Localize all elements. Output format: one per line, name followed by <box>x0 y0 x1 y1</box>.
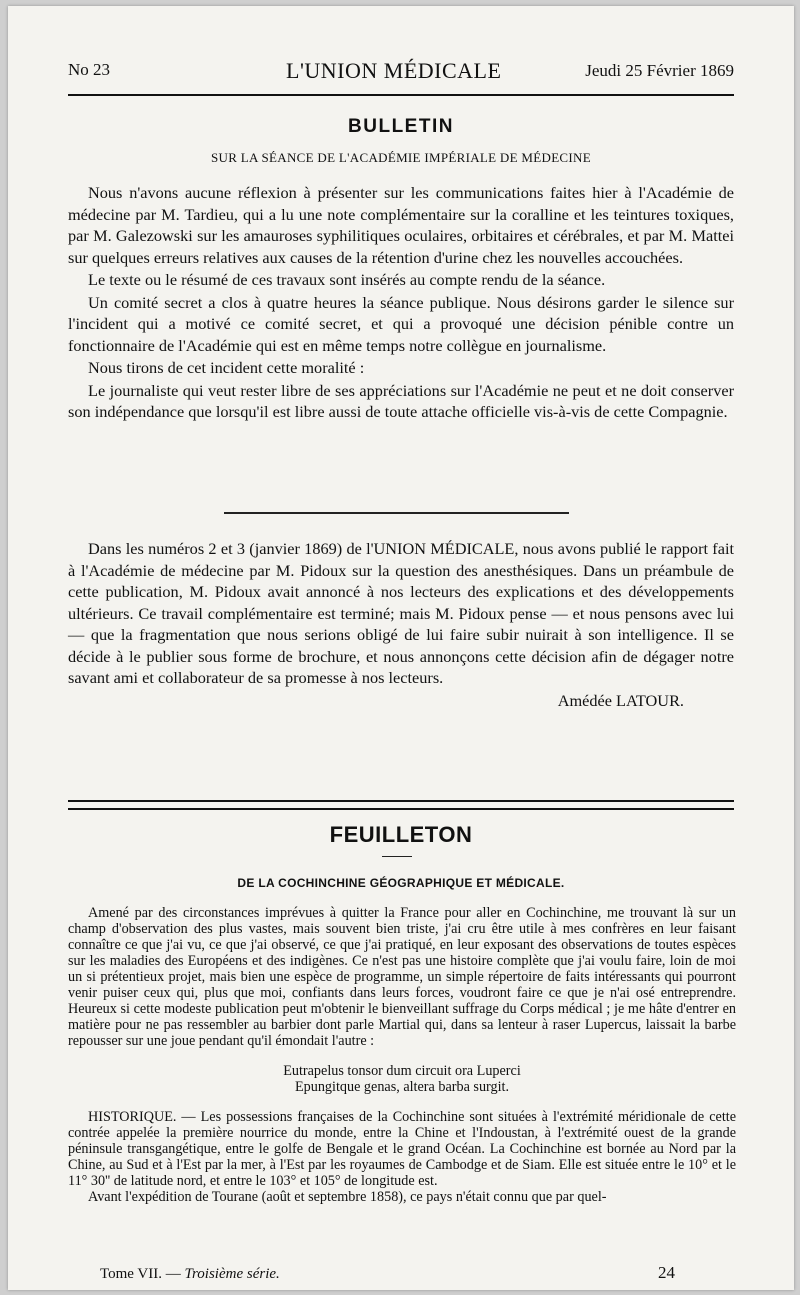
page-number: 24 <box>658 1263 675 1282</box>
feuilleton-body <box>68 905 736 1205</box>
latin-quote-line: Epungitque genas, altera barba surgit. <box>294 1079 510 1095</box>
header-rule <box>68 94 734 96</box>
feuilleton-rule <box>68 800 734 810</box>
bulletin-title: BULLETIN <box>348 116 454 137</box>
historique-paragraph <box>68 1109 736 1189</box>
feuilleton-subtitle: DE LA COCHINCHINE GÉOGRAPHIQUE ET MÉDICALE. <box>237 876 565 890</box>
historique-label: HISTORIQUE. <box>88 1109 177 1125</box>
bulletin-paragraph: Le texte ou le résumé de ces travaux sont insérés au compte rendu de la séance. <box>88 270 606 289</box>
historique-text: — Les possessions françaises de la Cochinchine sont situées à l'extrémité méridionale de cette contrée appelée la première nourrice du monde, entre la Chine et l'Indoustan, à l'extrémité ouest de la grande péninsule transgangétique, entre le golfe de Bengale et le grand Océan. La Cochinchine est bornée au Nord par la Chine, au Sud et à l'Est par la mer, à l'Est par les royaumes de Cambodge et de Siam. Elle est située entre le 10° et le 11° 30'' de latitude nord, et entre le 103° et 105° de longitude est. <box>68 1109 736 1189</box>
latin-quote-line: Eutrapelus tonsor dum circuit ora Luperci <box>283 1063 521 1079</box>
bulletin-paragraph: Nous n'avons aucune réflexion à présenter sur les communications faites hier à l'Académie de médecine par M. Tardieu, qui a lu une note complémentaire sur la coralline et les teintures toxiques, par M. Galezowski sur les amauroses syphilitiques oculaires, orbitaires et cérébrales, et par M. Mattei sur quelques erreurs relatives aux causes de la rétention d'urine chez les nouvelles accouchées. <box>68 183 734 267</box>
issue-date: Jeudi 25 Février 1869 <box>585 61 734 80</box>
section-divider <box>224 512 569 514</box>
signature: Amédée LATOUR. <box>557 690 684 710</box>
feuilleton-title: FEUILLETON <box>329 822 473 847</box>
journal-title: L'UNION MÉDICALE <box>286 58 502 83</box>
tome-text: Tome VII. — <box>100 1266 185 1282</box>
feuilleton-intro: Amené par des circonstances imprévues à quitter la France pour aller en Cochinchine, me trouvant là sur un champ d'observation des plus vastes, mais souvent bien triste, j'ai cru être utile à mes confrères en leur faisant connaître ce que j'ai vu, ce que j'ai observé, ce que j'ai pratiqué, en leur exposant des observations de toutes espèces sur les maladies des Européens et des indigènes. Ce n'est pas une histoire complète que j'ai voulu faire, loin de moi un si prétentieux projet, mais bien une espèce de programme, un simple répertoire de faits intéressants qui pourront venir puiser ceux qui, plus que moi, confiants dans leurs forces, voudront faire ce que je n'ai osé entreprendre. Heureux si cette modeste publication peut m'obtenir le bienveillant suffrage du Corps médical ; je me hâte d'entrer en matière pour ne pas ressembler au barbier dont parle Martial qui, dans sa lenteur à raser Lupercus, laissait la barbe repousser sur une joue pendant qu'il émondait l'autre : <box>68 905 736 1049</box>
pidoux-notice <box>68 538 734 712</box>
serie-text: Troisième série. <box>184 1266 280 1282</box>
page-header <box>68 58 734 88</box>
pidoux-paragraph: Dans les numéros 2 et 3 (janvier 1869) de l'UNION MÉDICALE, nous avons publié le rapport fait à l'Académie de médecine par M. Pidoux sur la question des anesthésiques. Dans un préambule de cette publication, M. Pidoux avait annoncé à nos lecteurs des explications et des développements ultérieurs. Ce travail complémentaire est terminé; mais M. Pidoux pense — et nous pensons avec lui — que la fragmentation que nous serions obligé de lui faire subir nuirait à son intelligence. Il se décide à le publier sous forme de brochure, et nous annonçons cette décision afin de dégager notre savant ami et collaborateur de sa promesse à nos lecteurs. <box>68 539 734 687</box>
title-underline <box>382 856 412 857</box>
bulletin-paragraph: Le journaliste qui veut rester libre de ses appréciations sur l'Académie ne peut et ne doit conserver son indépendance que lorsqu'il est libre aussi de toute attache officielle vis-à-vis de cette Compagnie. <box>68 380 734 421</box>
last-line: Avant l'expédition de Tourane (août et septembre 1858), ce pays n'était connu que par quel- <box>88 1189 607 1205</box>
issue-number: No 23 <box>68 60 111 79</box>
tome-label <box>100 1266 280 1283</box>
bulletin-subtitle: SUR LA SÉANCE DE L'ACADÉMIE IMPÉRIALE DE MÉDECINE <box>211 150 591 165</box>
bulletin-body <box>68 182 734 424</box>
bulletin-paragraph: Un comité secret a clos à quatre heures la séance publique. Nous désirons garder le silence sur l'incident qui a motivé ce comité secret, et qui a provoqué une décision pénible contre un fonctionnaire de l'Académie qui est en même temps notre collègue en journalisme. <box>68 292 734 355</box>
bulletin-paragraph: Nous tirons de cet incident cette moralité : <box>88 358 365 377</box>
